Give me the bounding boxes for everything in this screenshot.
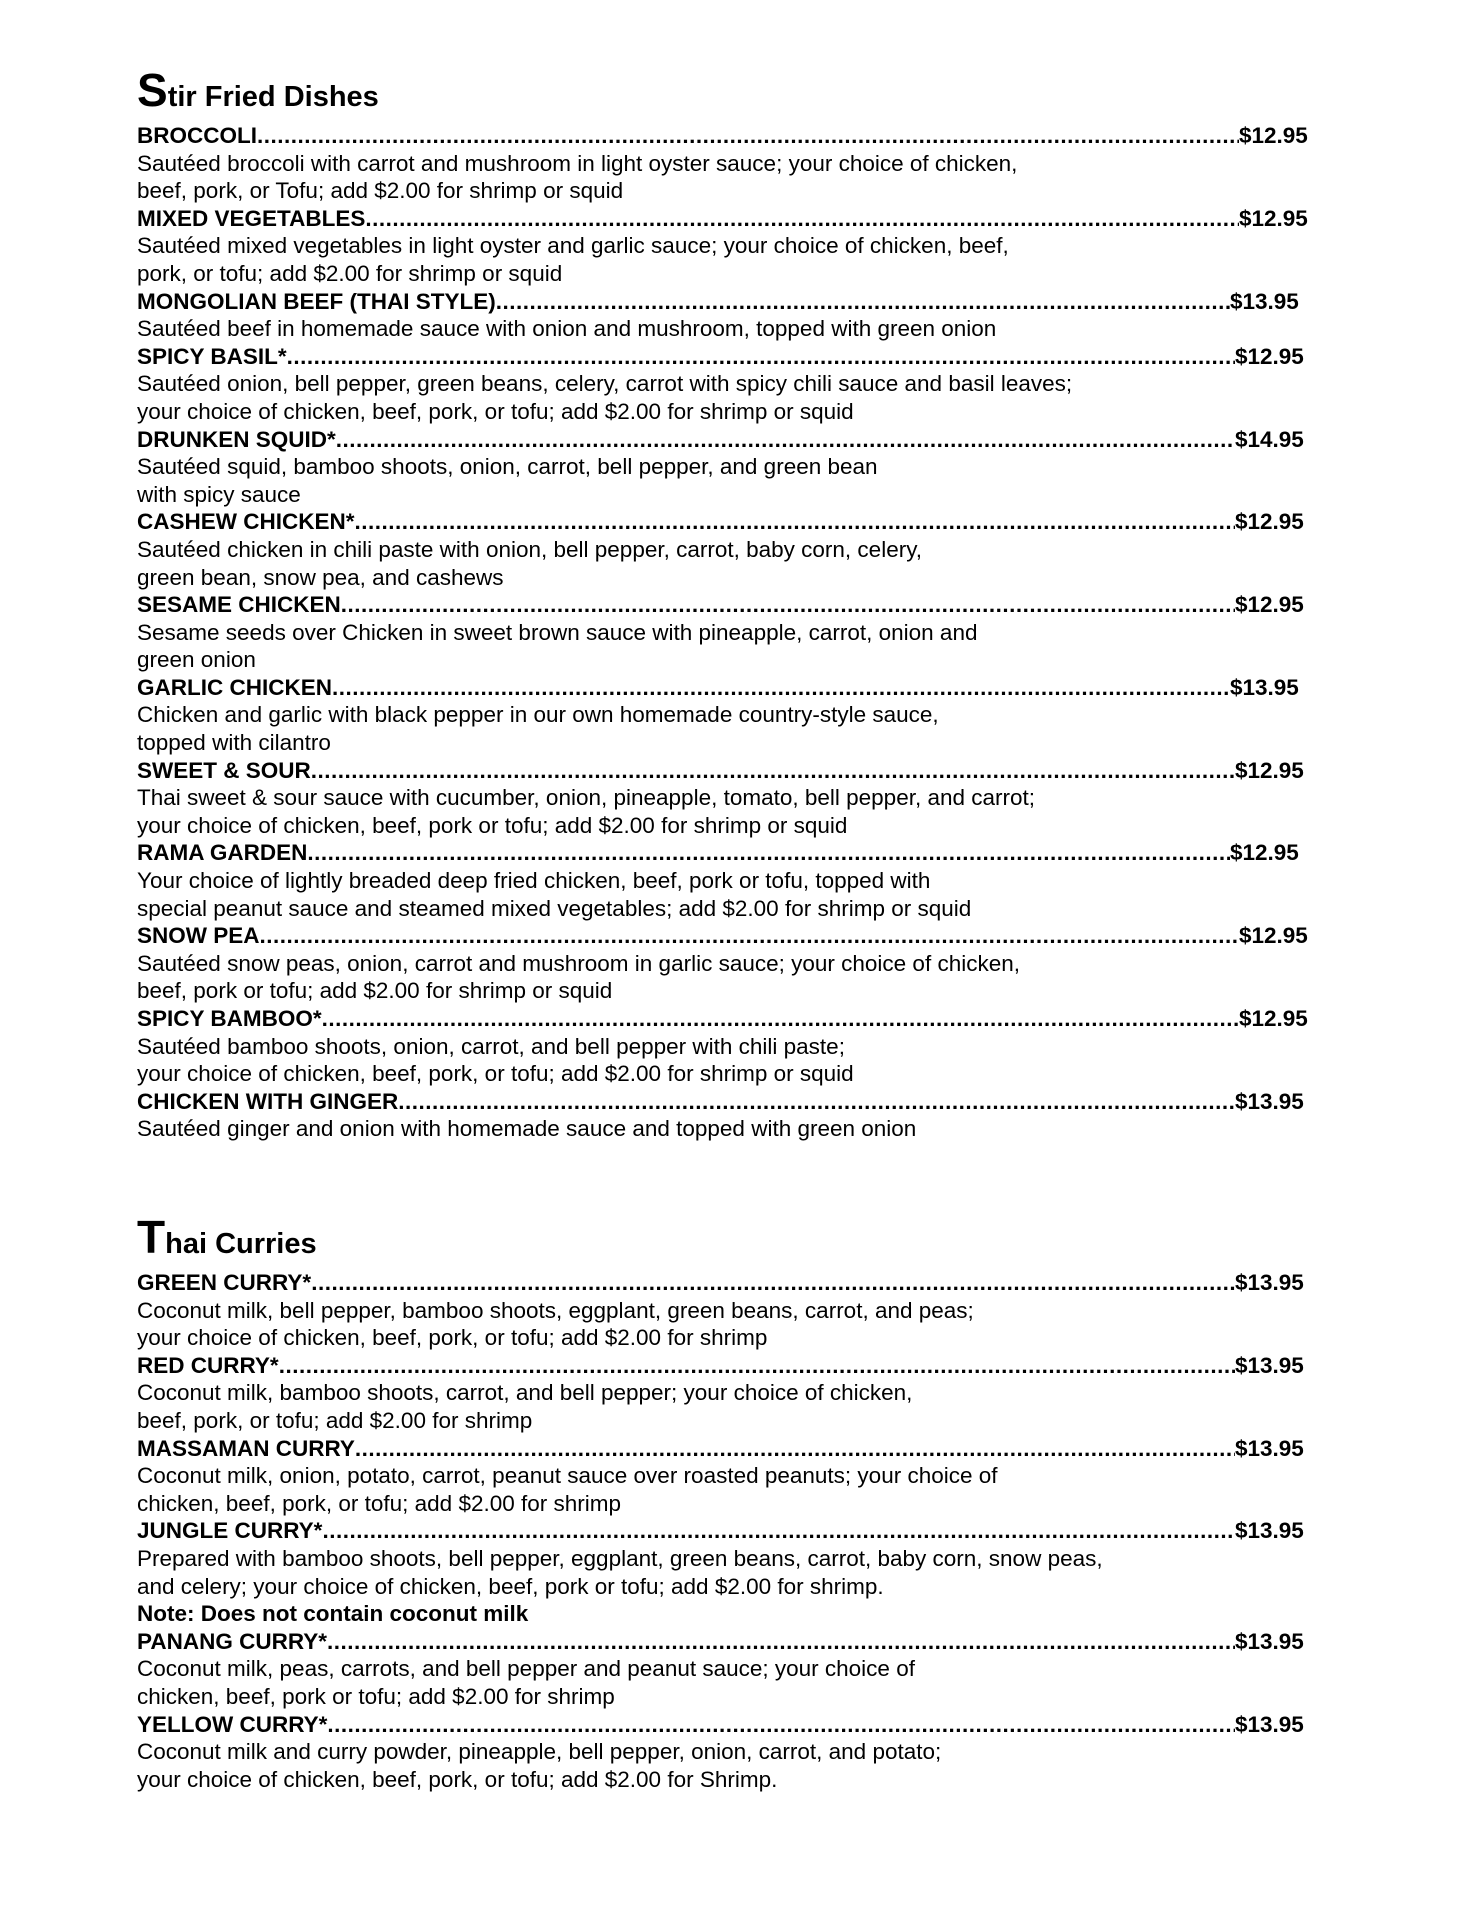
dot-leader <box>322 1517 1235 1545</box>
item-price: $13.95 <box>1235 1628 1304 1654</box>
item-description: pork, or tofu; add $2.00 for shrimp or squid <box>137 260 563 286</box>
item-description: beef, pork or tofu; add $2.00 for shrimp or squid <box>137 978 613 1004</box>
dot-leader <box>257 122 1239 150</box>
dot-leader <box>365 205 1239 233</box>
menu-item <box>137 426 1317 509</box>
item-name: RED CURRY* <box>137 1352 279 1378</box>
item-price: $12.95 <box>1239 1006 1308 1031</box>
item-description: Sautéed beef in homemade sauce with onion and mushroom, topped with green onion <box>137 316 997 342</box>
menu-item <box>137 757 1317 840</box>
menu-item <box>137 508 1317 591</box>
item-description: Coconut milk, peas, carrots, and bell pepper and peanut sauce; your choice of <box>137 1656 915 1682</box>
stir-fried-section <box>137 64 1317 1143</box>
menu-item <box>137 1628 1317 1711</box>
item-price: $14.95 <box>1235 426 1304 452</box>
menu-item <box>137 839 1317 922</box>
item-description: Coconut milk, onion, potato, carrot, peanut sauce over roasted peanuts; your choice of <box>137 1463 998 1489</box>
dot-leader <box>307 839 1230 867</box>
title-initial: T <box>137 1211 166 1263</box>
title-initial: S <box>137 64 168 116</box>
dot-leader <box>260 922 1239 950</box>
dot-leader <box>287 343 1235 371</box>
item-description: your choice of chicken, beef, pork, or tofu; add $2.00 for shrimp or squid <box>137 1061 854 1087</box>
dot-leader <box>322 1005 1239 1033</box>
item-name: SPICY BAMBOO* <box>137 1006 322 1031</box>
item-name: SPICY BASIL* <box>137 343 287 369</box>
item-price: $12.95 <box>1235 757 1304 783</box>
item-description: Your choice of lightly breaded deep fried chicken, beef, pork or tofu, topped with <box>137 868 931 894</box>
item-description: Thai sweet & sour sauce with cucumber, onion, pineapple, tomato, bell pepper, and carrot; <box>137 785 1036 811</box>
item-description: Sautéed chicken in chili paste with onion, bell pepper, carrot, baby corn, celery, <box>137 536 923 562</box>
item-name: GARLIC CHICKEN <box>137 674 332 700</box>
item-description: green bean, snow pea, and cashews <box>137 564 504 590</box>
item-description: Sautéed squid, bamboo shoots, onion, carrot, bell pepper, and green bean <box>137 454 878 480</box>
item-description: beef, pork, or tofu; add $2.00 for shrimp <box>137 1407 533 1433</box>
item-description: chicken, beef, pork, or tofu; add $2.00 for shrimp <box>137 1490 622 1516</box>
item-price: $13.95 <box>1235 1270 1304 1295</box>
menu-item <box>137 1005 1317 1088</box>
dot-leader <box>398 1088 1235 1116</box>
menu-item <box>137 122 1317 205</box>
dot-leader <box>355 508 1235 536</box>
dot-leader <box>496 288 1230 316</box>
item-description: and celery; your choice of chicken, beef, pork or tofu; add $2.00 for shrimp. <box>137 1573 884 1599</box>
item-name: PANANG CURRY* <box>137 1628 328 1654</box>
item-name: SESAME CHICKEN <box>137 592 341 618</box>
menu-item <box>137 1711 1317 1794</box>
dot-leader <box>279 1352 1235 1380</box>
item-description: your choice of chicken, beef, pork, or tofu; add $2.00 for shrimp or squid <box>137 398 854 424</box>
section-title <box>137 1211 1317 1269</box>
dot-leader <box>332 674 1230 702</box>
dot-leader <box>327 1628 1235 1656</box>
menu-item <box>137 922 1317 1005</box>
thai-curries-section <box>137 1211 1317 1793</box>
item-price: $13.95 <box>1235 1435 1304 1461</box>
item-description: Prepared with bamboo shoots, bell pepper, eggplant, green beans, carrot, baby corn, snow peas, <box>137 1545 1103 1571</box>
item-name: SNOW PEA <box>137 923 260 949</box>
menu-item <box>137 1352 1317 1435</box>
menu-item <box>137 205 1317 288</box>
item-name: CASHEW CHICKEN* <box>137 509 355 535</box>
item-note: Note: Does not contain coconut milk <box>137 1601 529 1627</box>
item-name: BROCCOLI <box>137 123 257 148</box>
item-name: DRUNKEN SQUID* <box>137 426 336 452</box>
item-description: beef, pork, or Tofu; add $2.00 for shrimp or squid <box>137 178 624 204</box>
item-description: your choice of chicken, beef, pork or tofu; add $2.00 for shrimp or squid <box>137 812 848 838</box>
menu-item <box>137 591 1317 674</box>
item-price: $12.95 <box>1239 205 1308 231</box>
item-description: Sautéed onion, bell pepper, green beans, celery, carrot with spicy chili sauce and basil leaves; <box>137 371 1073 397</box>
item-description: special peanut sauce and steamed mixed vegetables; add $2.00 for shrimp or squid <box>137 895 972 921</box>
item-description: Sautéed bamboo shoots, onion, carrot, and bell pepper with chili paste; <box>137 1033 845 1059</box>
item-name: SWEET & SOUR <box>137 757 311 783</box>
menu-item <box>137 288 1317 343</box>
item-price: $12.95 <box>1235 592 1304 618</box>
item-description: Sautéed ginger and onion with homemade sauce and topped with green onion <box>137 1116 917 1142</box>
dot-leader <box>355 1435 1235 1463</box>
item-description: Sautéed broccoli with carrot and mushroom in light oyster sauce; your choice of chicken, <box>137 150 1018 176</box>
item-price: $13.95 <box>1235 1518 1304 1544</box>
item-description: Coconut milk, bamboo shoots, carrot, and bell pepper; your choice of chicken, <box>137 1380 913 1406</box>
item-description: Chicken and garlic with black pepper in our own homemade country-style sauce, <box>137 702 939 728</box>
item-description: Sesame seeds over Chicken in sweet brown sauce with pineapple, carrot, onion and <box>137 619 978 645</box>
item-description: Coconut milk and curry powder, pineapple, bell pepper, onion, carrot, and potato; <box>137 1739 942 1765</box>
section-title <box>137 64 1317 122</box>
menu-item <box>137 1088 1317 1143</box>
title-rest: hai Curries <box>165 1228 317 1260</box>
item-description: green onion <box>137 647 256 673</box>
item-price: $12.95 <box>1239 923 1308 949</box>
item-description: topped with cilantro <box>137 730 331 756</box>
dot-leader <box>341 591 1235 619</box>
item-description: Sautéed snow peas, onion, carrot and mushroom in garlic sauce; your choice of chicken, <box>137 950 1020 976</box>
item-name: MASSAMAN CURRY <box>137 1435 355 1461</box>
dot-leader <box>311 757 1235 785</box>
menu-item <box>137 674 1317 757</box>
title-rest: tir Fried Dishes <box>167 81 379 113</box>
menu-item <box>137 343 1317 426</box>
dot-leader <box>336 426 1235 454</box>
item-name: GREEN CURRY* <box>137 1270 312 1295</box>
item-name: MONGOLIAN BEEF (THAI STYLE) <box>137 288 496 314</box>
dot-leader <box>311 1269 1235 1297</box>
item-description: with spicy sauce <box>137 481 301 507</box>
item-price: $13.95 <box>1235 1352 1304 1378</box>
item-description: your choice of chicken, beef, pork, or tofu; add $2.00 for Shrimp. <box>137 1766 778 1792</box>
item-name: JUNGLE CURRY* <box>137 1518 323 1544</box>
menu-item <box>137 1435 1317 1518</box>
menu-item <box>137 1517 1317 1627</box>
item-price: $13.95 <box>1230 674 1299 700</box>
item-price: $12.95 <box>1235 343 1304 369</box>
item-description: your choice of chicken, beef, pork, or tofu; add $2.00 for shrimp <box>137 1325 768 1351</box>
menu-item <box>137 1269 1317 1352</box>
item-price: $13.95 <box>1235 1711 1304 1737</box>
item-name: YELLOW CURRY* <box>137 1711 328 1737</box>
item-description: Coconut milk, bell pepper, bamboo shoots, eggplant, green beans, carrot, and peas; <box>137 1297 974 1323</box>
item-price: $13.95 <box>1235 1088 1304 1114</box>
item-name: MIXED VEGETABLES <box>137 205 366 231</box>
item-description: Sautéed mixed vegetables in light oyster and garlic sauce; your choice of chicken, beef, <box>137 233 1009 259</box>
dot-leader <box>327 1711 1235 1739</box>
item-description: chicken, beef, pork or tofu; add $2.00 for shrimp <box>137 1683 615 1709</box>
item-price: $13.95 <box>1230 288 1299 314</box>
item-name: RAMA GARDEN <box>137 840 308 866</box>
item-name: CHICKEN WITH GINGER <box>137 1088 399 1114</box>
item-price: $12.95 <box>1239 123 1308 148</box>
item-price: $12.95 <box>1230 840 1299 866</box>
item-price: $12.95 <box>1235 509 1304 535</box>
